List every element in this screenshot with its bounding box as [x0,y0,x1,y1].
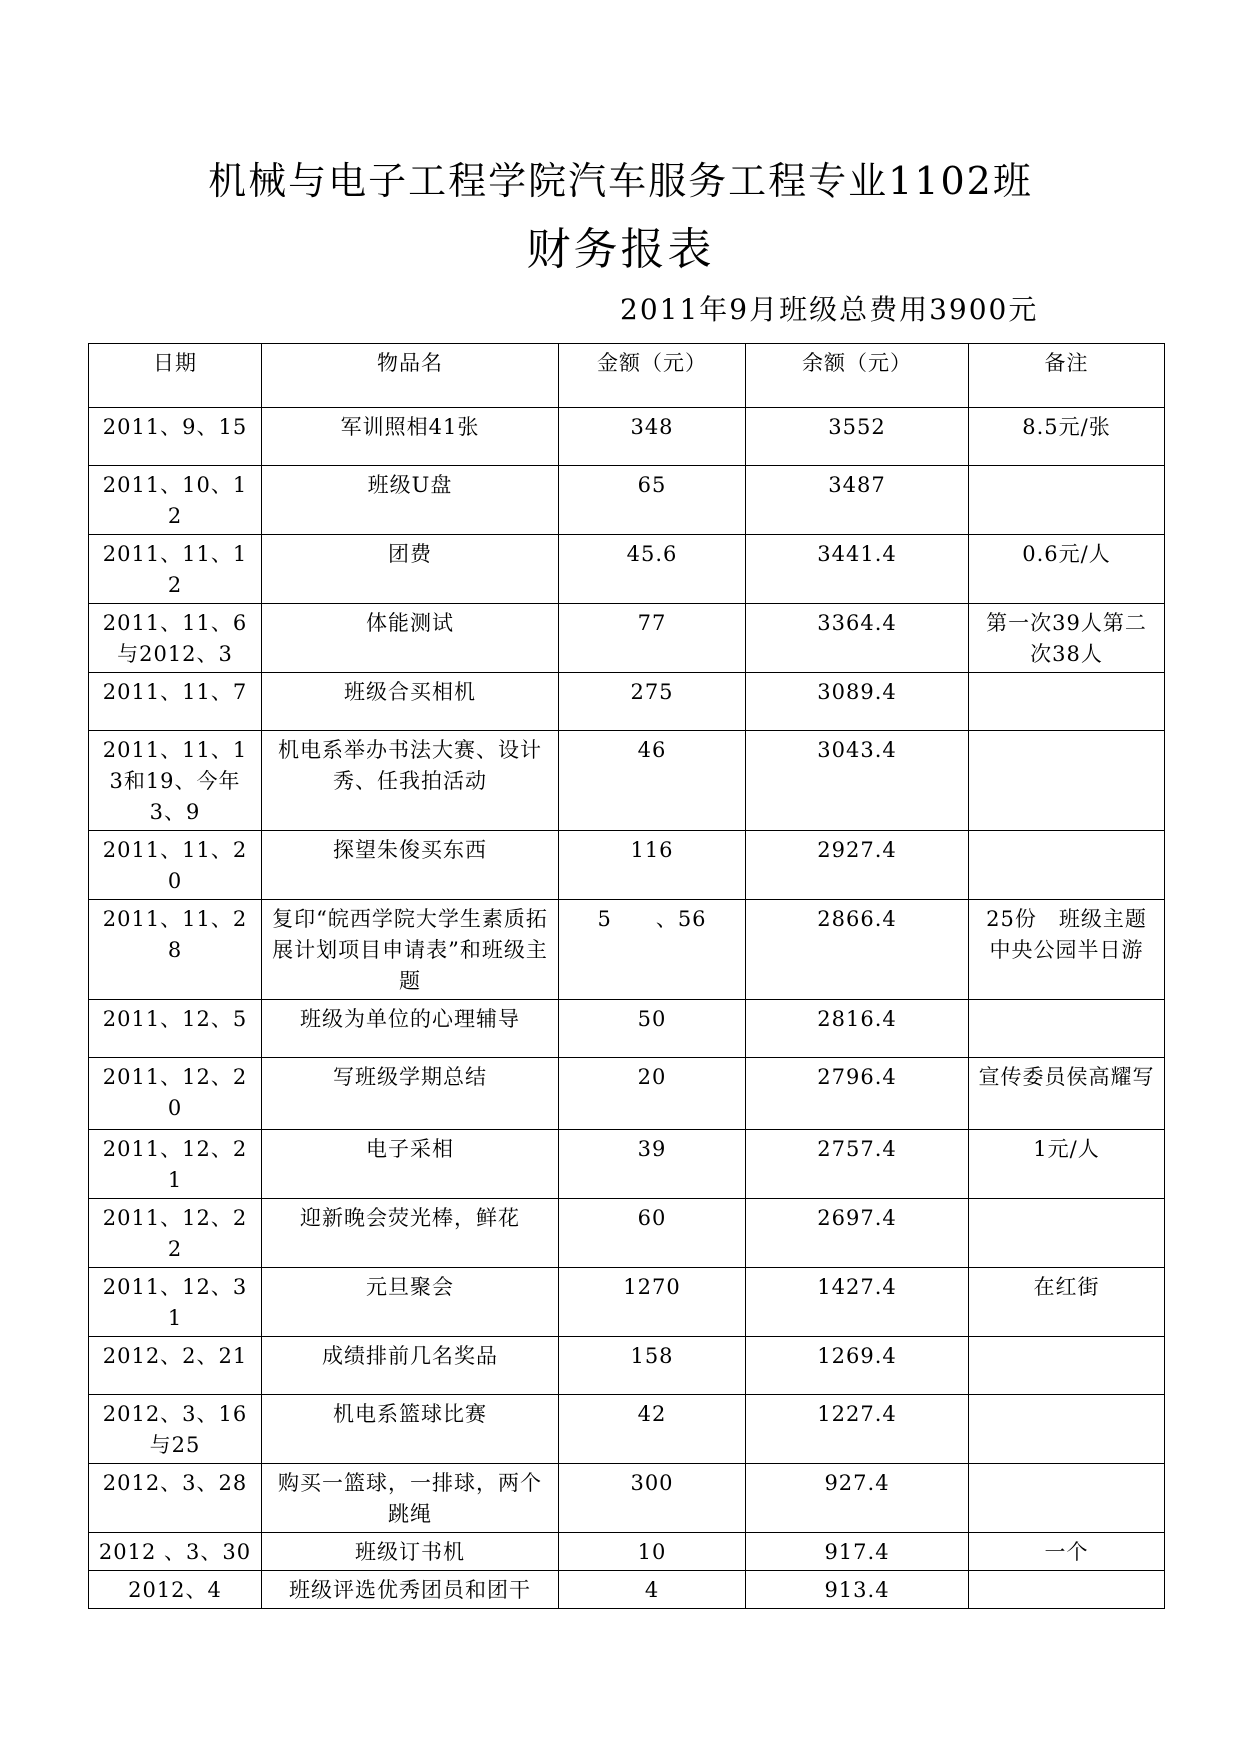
cell-item: 电子采相 [262,1130,559,1199]
cell-item: 班级为单位的心理辅导 [262,1000,559,1058]
cell-amount: 1270 [559,1268,746,1337]
cell-date: 2012 、3、30 [89,1533,262,1571]
header-date: 日期 [89,344,262,408]
cell-balance: 3043.4 [746,731,969,831]
cell-note: 1元/人 [969,1130,1165,1199]
cell-note [969,731,1165,831]
table-row [89,1199,1165,1268]
cell-date: 2011、10、12 [89,466,262,535]
report-title: 机械与电子工程学院汽车服务工程专业1102班 [208,159,1033,203]
cell-balance: 3487 [746,466,969,535]
total-budget: 2011年9月班级总费用3900元 [620,293,1039,326]
cell-date: 2012、4 [89,1571,262,1609]
cell-item: 成绩排前几名奖品 [262,1337,559,1395]
table-row [89,731,1165,831]
cell-item: 购买一篮球，一排球，两个跳绳 [262,1464,559,1533]
table-row [89,1533,1165,1571]
cell-item: 班级合买相机 [262,673,559,731]
cell-note [969,1571,1165,1609]
cell-date: 2012、2、21 [89,1337,262,1395]
cell-balance: 3364.4 [746,604,969,673]
report-subtitle: 财务报表 [526,224,715,275]
cell-date: 2012、3、28 [89,1464,262,1533]
cell-amount: 65 [559,466,746,535]
cell-balance: 917.4 [746,1533,969,1571]
cell-date: 2011、12、22 [89,1199,262,1268]
header-item: 物品名 [262,344,559,408]
cell-item: 探望朱俊买东西 [262,831,559,900]
cell-item: 机电系举办书法大赛、设计秀、任我拍活动 [262,731,559,831]
cell-item: 迎新晚会荧光棒，鲜花 [262,1199,559,1268]
cell-amount: 46 [559,731,746,831]
cell-item: 团费 [262,535,559,604]
cell-item: 军训照相41张 [262,408,559,466]
table-row [89,900,1165,1000]
cell-amount: 39 [559,1130,746,1199]
cell-balance: 2816.4 [746,1000,969,1058]
cell-note: 8.5元/张 [969,408,1165,466]
cell-amount: 50 [559,1000,746,1058]
cell-balance: 2866.4 [746,900,969,1000]
table-row [89,1058,1165,1130]
header-row [89,344,1165,408]
cell-date: 2011、9、15 [89,408,262,466]
cell-item: 体能测试 [262,604,559,673]
table-row [89,1395,1165,1464]
table-row [89,604,1165,673]
cell-note [969,1199,1165,1268]
table-row [89,1337,1165,1395]
cell-note [969,1337,1165,1395]
table-row [89,1268,1165,1337]
table-row [89,1571,1165,1609]
cell-amount: 60 [559,1199,746,1268]
cell-item: 元旦聚会 [262,1268,559,1337]
table-row [89,831,1165,900]
cell-item: 班级U盘 [262,466,559,535]
cell-note: 宣传委员侯高耀写 [969,1058,1165,1130]
cell-balance: 2757.4 [746,1130,969,1199]
cell-note [969,673,1165,731]
cell-amount: 77 [559,604,746,673]
cell-item: 机电系篮球比赛 [262,1395,559,1464]
cell-amount: 300 [559,1464,746,1533]
cell-note [969,466,1165,535]
cell-amount: 348 [559,408,746,466]
header-balance: 余额（元） [746,344,969,408]
cell-balance: 3552 [746,408,969,466]
header-note: 备注 [969,344,1165,408]
cell-item: 复印“皖西学院大学生素质拓展计划项目申请表”和班级主题 [262,900,559,1000]
cell-date: 2011、12、21 [89,1130,262,1199]
cell-date: 2011、11、12 [89,535,262,604]
cell-balance: 2927.4 [746,831,969,900]
cell-item: 班级订书机 [262,1533,559,1571]
cell-item: 班级评选优秀团员和团干 [262,1571,559,1609]
cell-note: 在红街 [969,1268,1165,1337]
table-row [89,408,1165,466]
cell-balance: 3089.4 [746,673,969,731]
cell-amount: 45.6 [559,535,746,604]
cell-note [969,1000,1165,1058]
cell-note [969,1464,1165,1533]
cell-amount: 20 [559,1058,746,1130]
table-row [89,535,1165,604]
header-amount: 金额（元） [559,344,746,408]
cell-note: 0.6元/人 [969,535,1165,604]
cell-date: 2012、3、16与25 [89,1395,262,1464]
cell-date: 2011、11、20 [89,831,262,900]
cell-balance: 2796.4 [746,1058,969,1130]
cell-date: 2011、11、6与2012、3 [89,604,262,673]
table-row [89,1000,1165,1058]
cell-amount: 42 [559,1395,746,1464]
cell-date: 2011、12、20 [89,1058,262,1130]
cell-balance: 2697.4 [746,1199,969,1268]
cell-note: 一个 [969,1533,1165,1571]
cell-date: 2011、11、13和19、今年3、9 [89,731,262,831]
cell-balance: 927.4 [746,1464,969,1533]
cell-note: 第一次39人第二次38人 [969,604,1165,673]
cell-amount: 158 [559,1337,746,1395]
cell-amount: 275 [559,673,746,731]
table-row [89,1130,1165,1199]
cell-date: 2011、11、7 [89,673,262,731]
table-row [89,1464,1165,1533]
cell-balance: 1427.4 [746,1268,969,1337]
cell-amount: 4 [559,1571,746,1609]
cell-item: 写班级学期总结 [262,1058,559,1130]
cell-note: 25份 班级主题 中央公园半日游 [969,900,1165,1000]
cell-balance: 1227.4 [746,1395,969,1464]
cell-note [969,831,1165,900]
finance-table [88,343,1165,1609]
cell-date: 2011、12、5 [89,1000,262,1058]
cell-amount: 116 [559,831,746,900]
cell-date: 2011、12、31 [89,1268,262,1337]
cell-amount: 5 、56 [559,900,746,1000]
table-row [89,466,1165,535]
cell-amount: 10 [559,1533,746,1571]
cell-date: 2011、11、28 [89,900,262,1000]
cell-balance: 3441.4 [746,535,969,604]
cell-balance: 1269.4 [746,1337,969,1395]
table-row [89,673,1165,731]
cell-balance: 913.4 [746,1571,969,1609]
cell-note [969,1395,1165,1464]
